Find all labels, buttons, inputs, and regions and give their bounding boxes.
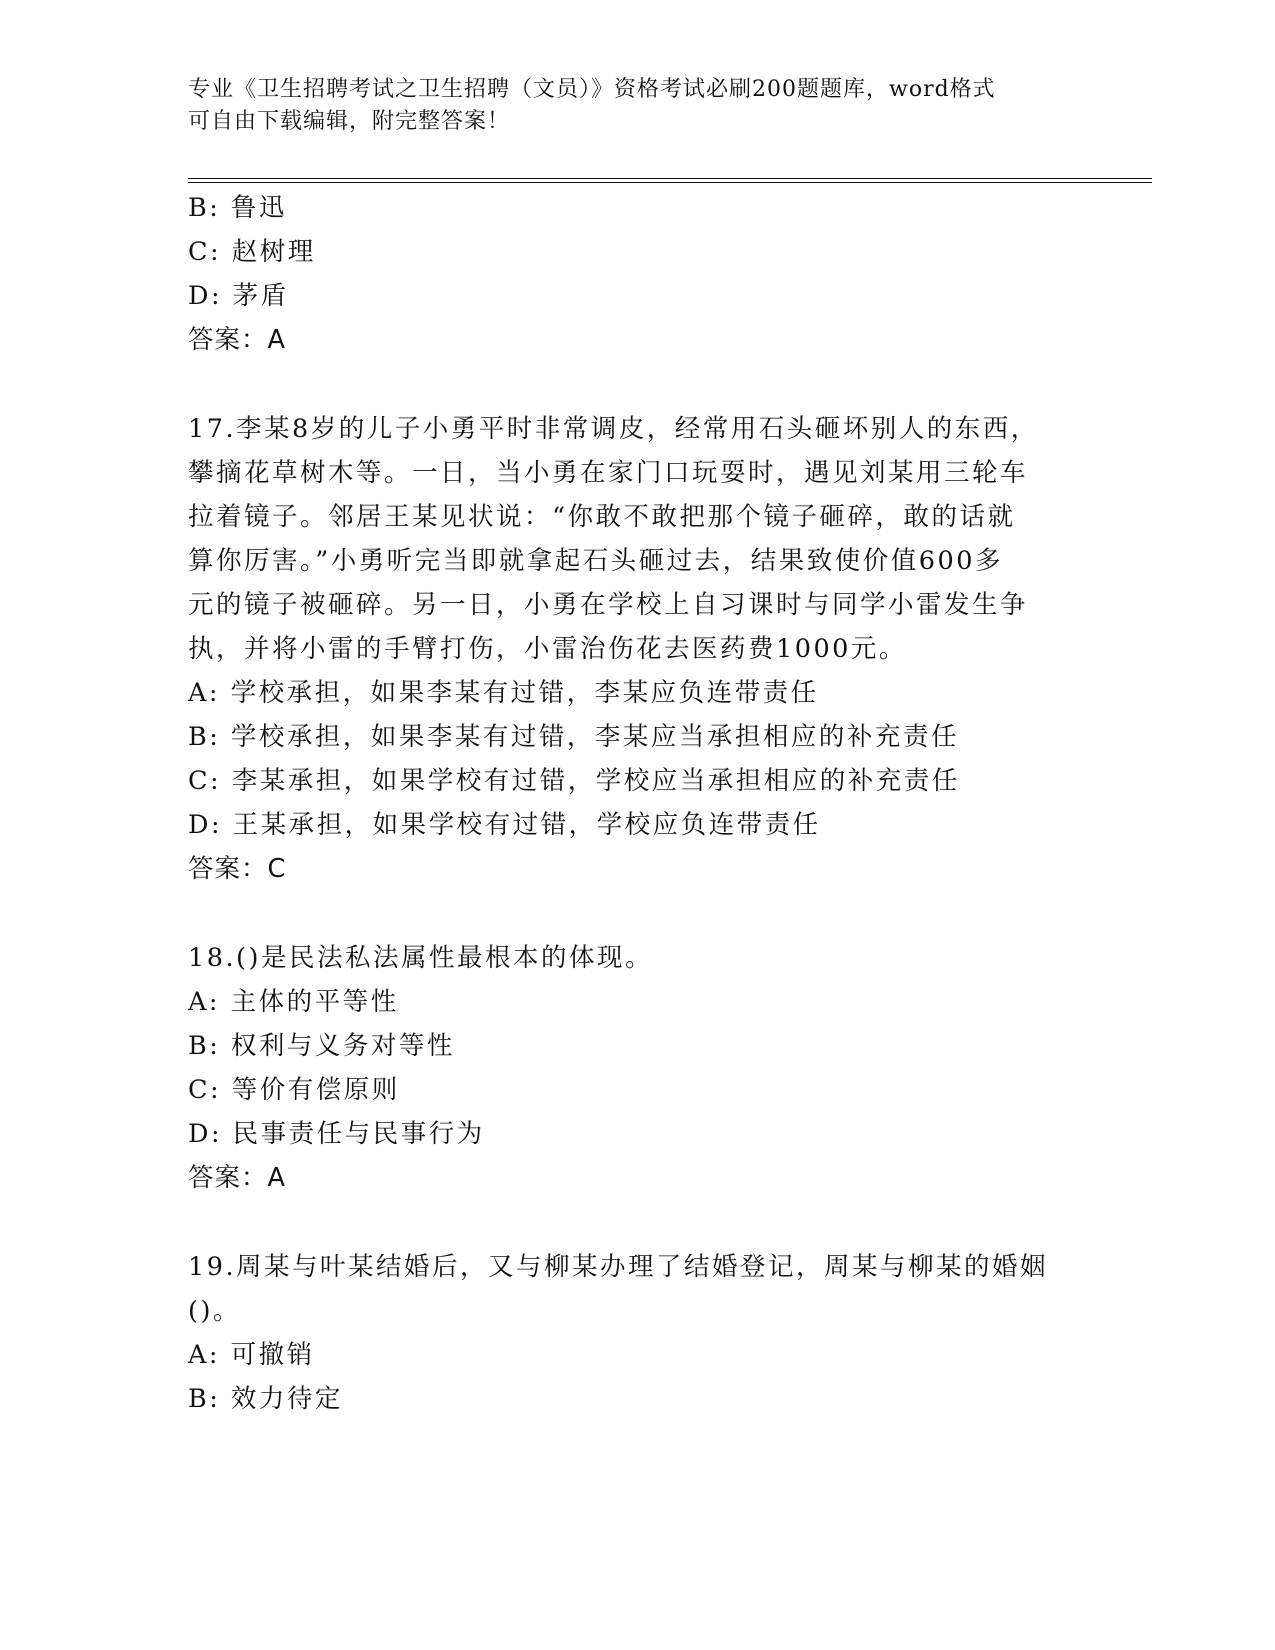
header-line-1: 专业《卫生招聘考试之卫生招聘（文员）》资格考试必刷200题题库，word格式: [188, 77, 996, 102]
q19-stem-line-1: 19.周某与叶某结婚后，又与柳某办理了结婚登记，周某与柳某的婚姻: [188, 1252, 1049, 1282]
document-header: [188, 74, 1068, 138]
q17-stem-line-5: 元的镜子被砸碎。另一日，小勇在学校上自习课时与同学小雷发生争: [188, 590, 1029, 620]
q17-stem-line-2: 攀摘花草树木等。一日，当小勇在家门口玩耍时，遇见刘某用三轮车: [188, 458, 1029, 488]
q17-option-d: D: 王某承担，如果学校有过错，学校应负连带责任: [188, 810, 821, 840]
q18-option-d: D: 民事责任与民事行为: [188, 1119, 485, 1149]
header-divider-bottom: [188, 182, 1152, 183]
q17-stem-line-4: 算你厉害。”小勇听完当即就拿起石头砸过去，结果致使价值600多: [188, 546, 1003, 576]
header-divider-top: [188, 178, 1152, 179]
q19-stem-line-2: ()。: [188, 1296, 241, 1326]
q17-stem-line-1: 17.李某8岁的儿子小勇平时非常调皮，经常用石头砸坏别人的东西，: [188, 414, 1039, 444]
q17-stem-line-3: 拉着镜子。邻居王某见状说：“你敢不敢把那个镜子砸碎，敢的话就: [188, 502, 1016, 532]
q19-option-b: B: 效力待定: [188, 1384, 343, 1414]
q19-option-a: A: 可撤销: [188, 1340, 315, 1370]
q17-stem-line-6: 执，并将小雷的手臂打伤，小雷治伤花去医药费1000元。: [188, 634, 907, 664]
q18-stem: 18.()是民法私法属性最根本的体现。: [188, 943, 653, 973]
q18-answer: 答案：A: [188, 1163, 286, 1193]
q16-option-b: B: 鲁迅: [188, 193, 287, 223]
q17-option-c: C: 李某承担，如果学校有过错，学校应当承担相应的补充责任: [188, 766, 960, 796]
header-line-2: 可自由下载编辑，附完整答案！: [188, 109, 511, 134]
q16-option-d: D: 茅盾: [188, 281, 289, 311]
q17-option-b: B: 学校承担，如果李某有过错，李某应当承担相应的补充责任: [188, 722, 959, 752]
q17-answer: 答案：C: [188, 854, 287, 884]
q16-answer: 答案：A: [188, 325, 286, 355]
q16-option-c: C: 赵树理: [188, 237, 316, 267]
q18-option-a: A: 主体的平等性: [188, 987, 399, 1017]
q17-option-a: A: 学校承担，如果李某有过错，李某应负连带责任: [188, 678, 819, 708]
q18-option-b: B: 权利与义务对等性: [188, 1031, 455, 1061]
q18-option-c: C: 等价有偿原则: [188, 1075, 400, 1105]
